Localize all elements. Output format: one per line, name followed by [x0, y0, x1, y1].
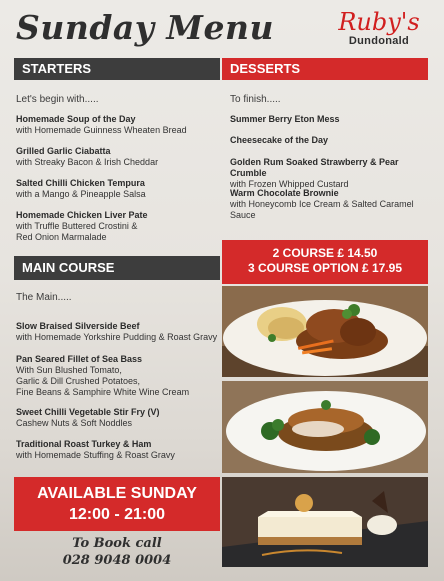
phone-number[interactable]: 028 9048 0004 — [62, 553, 172, 568]
logo-place: Dundonald — [348, 35, 410, 47]
list-item — [230, 157, 435, 190]
price-two-course: 2 COURSE £ 14.50 — [272, 246, 378, 260]
item-name: Homemade Soup of the Day — [16, 114, 136, 124]
item-name: Warm Chocolate Brownie — [230, 188, 339, 198]
menu-title: Sunday Menu — [16, 8, 274, 47]
item-desc: with Honeycomb Ice Cream & Salted Caramel Sauce — [230, 199, 414, 220]
list-item — [16, 178, 221, 200]
desserts-heading: DESSERTS — [222, 58, 428, 80]
item-name: Cheesecake of the Day — [230, 135, 329, 145]
starters-heading: STARTERS — [14, 58, 220, 80]
item-desc: with Homemade Stuffing & Roast Gravy — [16, 450, 175, 460]
booking-label: To Book call — [72, 536, 162, 551]
list-item — [230, 114, 435, 125]
desserts-intro: To finish..... — [230, 94, 281, 105]
pricing-banner — [222, 240, 428, 284]
booking-info — [14, 535, 220, 569]
item-name: Pan Seared Fillet of Sea Bass — [16, 354, 143, 364]
list-item — [16, 354, 221, 398]
item-name: Traditional Roast Turkey & Ham — [16, 439, 152, 449]
list-item — [16, 439, 221, 461]
item-name: Slow Braised Silverside Beef — [16, 321, 140, 331]
item-desc: Fine Beans & Samphire White Wine Cream — [16, 387, 190, 397]
item-desc: Red Onion Marmalade — [16, 232, 107, 242]
item-desc: Cashew Nuts & Soft Noddles — [16, 418, 133, 428]
list-item — [230, 135, 435, 146]
list-item — [16, 114, 221, 136]
logo-script: Ruby's — [338, 8, 420, 36]
list-item — [230, 188, 435, 221]
item-name: Homemade Chicken Liver Pate — [16, 210, 148, 220]
list-item — [16, 321, 221, 343]
list-item — [16, 407, 221, 429]
beef-dish-photo — [222, 286, 428, 377]
item-name: Sweet Chilli Vegetable Stir Fry (V) — [16, 407, 160, 417]
starters-intro: Let's begin with..... — [16, 94, 99, 105]
cheesecake-photo — [222, 477, 428, 567]
turkey-dish-photo — [222, 381, 428, 473]
availability-day: AVAILABLE SUNDAY — [37, 485, 197, 502]
main-course-heading: MAIN COURSE — [14, 256, 220, 280]
availability-time: 12:00 - 21:00 — [68, 506, 166, 523]
list-item — [16, 146, 221, 168]
item-name: Golden Rum Soaked Strawberry & Pear Crumble — [230, 157, 399, 178]
item-desc: with a Mango & Pineapple Salsa — [16, 189, 146, 199]
item-desc: with Homemade Yorkshire Pudding & Roast Gravy — [16, 332, 218, 342]
item-name: Salted Chilli Chicken Tempura — [16, 178, 145, 188]
item-desc: with Truffle Buttered Crostini & — [16, 221, 138, 231]
item-name: Summer Berry Eton Mess — [230, 114, 340, 124]
item-desc: with Homemade Guinness Wheaten Bread — [16, 125, 187, 135]
item-desc: With Sun Blushed Tomato, — [16, 365, 122, 375]
item-desc: Garlic & Dill Crushed Potatoes, — [16, 376, 141, 386]
main-course-intro: The Main..... — [16, 292, 72, 303]
item-desc: with Streaky Bacon & Irish Cheddar — [16, 157, 159, 167]
availability-banner — [14, 477, 220, 531]
list-item — [16, 210, 221, 243]
restaurant-logo — [329, 10, 429, 56]
price-three-course: 3 COURSE OPTION £ 17.95 — [247, 261, 403, 275]
item-desc: with Frozen Whipped Custard — [230, 179, 349, 189]
item-name: Grilled Garlic Ciabatta — [16, 146, 111, 156]
